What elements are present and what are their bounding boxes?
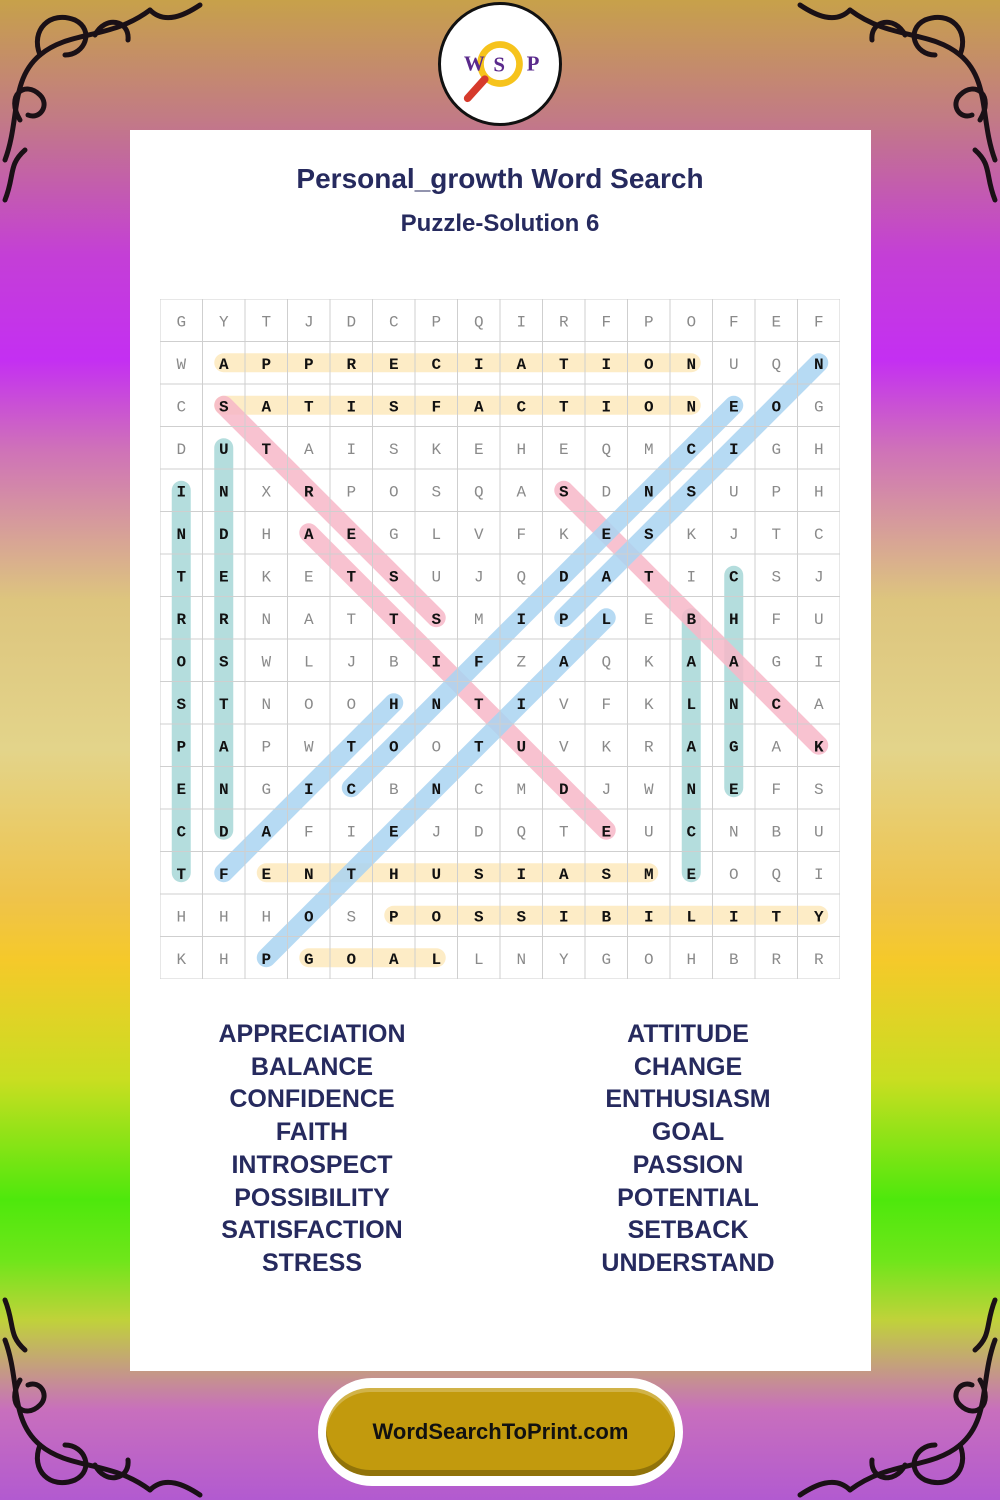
grid-letter: A	[516, 355, 527, 374]
grid-letter: T	[176, 865, 187, 884]
grid-letter: I	[813, 653, 824, 672]
grid-letter: U	[813, 823, 824, 842]
grid-letter: T	[261, 440, 272, 459]
page-title: Personal_growth Word Search	[296, 163, 704, 194]
word-list-item: INTROSPECT	[231, 1150, 393, 1179]
grid-letter: A	[813, 695, 824, 714]
grid-letter: D	[218, 525, 229, 544]
grid-letter: A	[686, 738, 697, 757]
grid-letter: T	[346, 568, 357, 587]
grid-letter: G	[771, 653, 782, 672]
grid-letter: E	[728, 780, 739, 799]
grid-letter: W	[643, 780, 654, 799]
grid-letter: H	[388, 865, 399, 884]
grid-letter: H	[176, 908, 187, 927]
grid-letter: U	[728, 355, 739, 374]
grid-letter: F	[813, 313, 824, 332]
grid-letter: J	[346, 653, 357, 672]
grid-letter: O	[728, 865, 739, 884]
grid-letter: I	[473, 355, 484, 374]
grid-letter: H	[813, 440, 824, 459]
grid-letter: P	[346, 483, 357, 502]
grid-letter: V	[558, 738, 569, 757]
grid-letter: H	[813, 483, 824, 502]
grid-letter: I	[728, 908, 739, 927]
grid-letter: E	[601, 823, 612, 842]
grid-letter: Q	[601, 440, 612, 459]
grid-letter: C	[388, 313, 399, 332]
grid-letter: I	[516, 695, 527, 714]
grid-letter: A	[558, 865, 569, 884]
grid-letter: P	[261, 950, 272, 969]
grid-letter: S	[516, 908, 527, 927]
grid-letter: I	[516, 865, 527, 884]
grid-letter: R	[176, 610, 187, 629]
grid-letter: W	[303, 738, 314, 757]
grid-letter: Q	[473, 483, 484, 502]
grid-letter: T	[346, 865, 357, 884]
grid-letter: P	[303, 355, 314, 374]
grid-letter: N	[261, 610, 272, 629]
grid-letter: U	[516, 738, 527, 757]
word-list-item: POTENTIAL	[617, 1183, 759, 1212]
grid-letter: V	[473, 525, 484, 544]
grid-letter: I	[516, 610, 527, 629]
grid-letter: H	[261, 908, 272, 927]
grid-letter: V	[558, 695, 569, 714]
grid-letter: U	[431, 865, 442, 884]
grid-letter: L	[686, 695, 697, 714]
grid-letter: D	[558, 568, 569, 587]
grid-letter: F	[728, 313, 739, 332]
grid-letter: A	[303, 610, 314, 629]
grid-letter: G	[813, 398, 824, 417]
magnifier-handle-icon	[468, 79, 485, 98]
grid-letter: N	[218, 483, 229, 502]
grid-canvas	[160, 299, 840, 979]
grid-letter: D	[558, 780, 569, 799]
grid-letter: T	[473, 695, 484, 714]
grid-letter: F	[303, 823, 314, 842]
grid-letter: S	[473, 908, 484, 927]
grid-letter: K	[431, 440, 442, 459]
grid-letter: G	[388, 525, 399, 544]
grid-letter: F	[431, 398, 442, 417]
grid-letter: E	[558, 440, 569, 459]
grid-letter: A	[473, 398, 484, 417]
grid-letter: H	[728, 610, 739, 629]
grid-letter: D	[346, 313, 357, 332]
grid-letter: X	[261, 483, 272, 502]
grid-letter: D	[601, 483, 612, 502]
grid-letter: H	[218, 908, 229, 927]
grid-letter: I	[558, 908, 569, 927]
grid-letter: F	[771, 780, 782, 799]
grid-letter: F	[516, 525, 527, 544]
grid-letter: K	[176, 950, 187, 969]
grid-letter: N	[686, 355, 697, 374]
grid-letter: R	[643, 738, 654, 757]
grid-letter: F	[601, 313, 612, 332]
grid-letter: C	[686, 823, 697, 842]
logo-letter-p: P	[526, 51, 540, 76]
word-list-item: FAITH	[275, 1118, 349, 1147]
grid-letter: C	[431, 355, 442, 374]
grid-letter: S	[218, 398, 229, 417]
word-list-item: UNDERSTAND	[601, 1248, 775, 1277]
grid-letter: E	[303, 568, 314, 587]
grid-letter: K	[558, 525, 569, 544]
grid-letter: W	[176, 355, 187, 374]
grid-letter: N	[176, 525, 187, 544]
grid-letter: S	[346, 908, 357, 927]
grid-letter: K	[643, 695, 654, 714]
grid-letter: E	[388, 355, 399, 374]
grid-letter: I	[728, 440, 739, 459]
grid-letter: S	[388, 440, 399, 459]
grid-letter: K	[686, 525, 697, 544]
grid-letter: A	[303, 525, 314, 544]
grid-letter: O	[346, 950, 357, 969]
grid-letter: N	[261, 695, 272, 714]
grid-letter: Y	[558, 950, 569, 969]
grid-letter: D	[473, 823, 484, 842]
grid-letter: T	[261, 313, 272, 332]
grid-letter: C	[771, 695, 782, 714]
grid-letter: A	[261, 398, 272, 417]
grid-letter: E	[388, 823, 399, 842]
grid-letter: M	[643, 440, 654, 459]
grid-letter: N	[218, 780, 229, 799]
grid-letter: E	[261, 865, 272, 884]
grid-letter: U	[813, 610, 824, 629]
grid-letter: E	[728, 398, 739, 417]
grid-letter: Y	[813, 908, 824, 927]
grid-letter: P	[558, 610, 569, 629]
grid-letter: G	[771, 440, 782, 459]
grid-letter: Z	[516, 653, 527, 672]
grid-letter: Q	[771, 865, 782, 884]
word-list-item: SETBACK	[627, 1216, 749, 1245]
grid-letter: M	[643, 865, 654, 884]
grid-letter: L	[431, 950, 442, 969]
grid-letter: F	[601, 695, 612, 714]
grid-letter: D	[176, 440, 187, 459]
grid-letter: Y	[218, 313, 229, 332]
grid-letter: F	[771, 610, 782, 629]
grid-letter: I	[431, 653, 442, 672]
grid-letter: B	[686, 610, 697, 629]
grid-letter: I	[516, 313, 527, 332]
grid-letter: N	[431, 695, 442, 714]
grid-letter: S	[601, 865, 612, 884]
grid-letter: E	[176, 780, 187, 799]
grid-letter: C	[176, 823, 187, 842]
grid-letter: L	[431, 525, 442, 544]
grid-letter: L	[473, 950, 484, 969]
grid-letter: T	[346, 610, 357, 629]
word-list-item: CONFIDENCE	[229, 1085, 395, 1114]
wsp-logo	[438, 2, 562, 126]
grid-letter: T	[388, 610, 399, 629]
grid-letter: N	[303, 865, 314, 884]
word-list-right	[523, 1018, 853, 1280]
grid-letter: K	[261, 568, 272, 587]
grid-letter: O	[431, 908, 442, 927]
grid-letter: H	[388, 695, 399, 714]
grid-letter: K	[643, 653, 654, 672]
grid-letter: R	[771, 950, 782, 969]
grid-letter: O	[176, 653, 187, 672]
grid-letter: P	[261, 738, 272, 757]
grid-letter: O	[643, 398, 654, 417]
word-search-grid	[160, 299, 840, 979]
grid-letter: R	[813, 950, 824, 969]
grid-letter: S	[686, 483, 697, 502]
grid-letter: P	[176, 738, 187, 757]
grid-letter: C	[686, 440, 697, 459]
grid-letter: T	[558, 398, 569, 417]
grid-letter: T	[771, 525, 782, 544]
grid-letter: A	[601, 568, 612, 587]
grid-letter: S	[388, 398, 399, 417]
grid-letter: Q	[516, 568, 527, 587]
grid-letter: F	[218, 865, 229, 884]
grid-letter: B	[388, 653, 399, 672]
grid-letter: W	[261, 653, 272, 672]
grid-letter: S	[473, 865, 484, 884]
grid-letter: F	[473, 653, 484, 672]
grid-letter: J	[303, 313, 314, 332]
grid-letter: G	[176, 313, 187, 332]
grid-letter: J	[431, 823, 442, 842]
grid-letter: U	[431, 568, 442, 587]
grid-letter: Q	[473, 313, 484, 332]
word-list-item: ATTITUDE	[627, 1020, 749, 1048]
grid-letter: Q	[516, 823, 527, 842]
grid-letter: T	[558, 355, 569, 374]
word-list-item: APPRECIATION	[218, 1020, 406, 1048]
grid-letter: R	[218, 610, 229, 629]
grid-letter: Q	[771, 355, 782, 374]
grid-letter: L	[303, 653, 314, 672]
grid-letter: I	[346, 398, 357, 417]
word-list-item: SATISFACTION	[221, 1216, 403, 1245]
grid-letter: S	[388, 568, 399, 587]
grid-letter: P	[431, 313, 442, 332]
grid-letter: I	[176, 483, 187, 502]
grid-letter: R	[346, 355, 357, 374]
grid-letter: T	[218, 695, 229, 714]
grid-letter: A	[218, 738, 229, 757]
grid-letter: S	[176, 695, 187, 714]
grid-letter: O	[643, 355, 654, 374]
grid-letter: N	[516, 950, 527, 969]
grid-letter: I	[813, 865, 824, 884]
grid-letter: E	[346, 525, 357, 544]
grid-letter: P	[388, 908, 399, 927]
grid-letter: M	[473, 610, 484, 629]
grid-letter: C	[516, 398, 527, 417]
grid-letter: A	[388, 950, 399, 969]
word-list-left	[147, 1018, 477, 1280]
grid-letter: U	[643, 823, 654, 842]
grid-letter: T	[346, 738, 357, 757]
grid-letter: A	[558, 653, 569, 672]
grid-letter: S	[218, 653, 229, 672]
grid-letter: S	[558, 483, 569, 502]
grid-letter: A	[303, 440, 314, 459]
grid-letter: J	[473, 568, 484, 587]
grid-letter: C	[176, 398, 187, 417]
grid-letter: T	[303, 398, 314, 417]
grid-letter: H	[516, 440, 527, 459]
grid-letter: H	[686, 950, 697, 969]
grid-letter: A	[516, 483, 527, 502]
grid-letter: O	[346, 695, 357, 714]
grid-letter: Q	[601, 653, 612, 672]
grid-letter: S	[771, 568, 782, 587]
grid-letter: A	[728, 653, 739, 672]
grid-letter: O	[388, 738, 399, 757]
grid-letter: G	[728, 738, 739, 757]
grid-letter: O	[303, 695, 314, 714]
grid-letter: U	[728, 483, 739, 502]
grid-letter: A	[218, 355, 229, 374]
grid-letter: N	[431, 780, 442, 799]
grid-letter: K	[601, 738, 612, 757]
grid-letter: I	[601, 355, 612, 374]
footer-badge	[318, 1378, 683, 1486]
grid-letter: N	[686, 780, 697, 799]
grid-letter: B	[601, 908, 612, 927]
grid-letter: N	[728, 695, 739, 714]
grid-letter: K	[813, 738, 824, 757]
grid-letter: B	[771, 823, 782, 842]
grid-letter: O	[771, 398, 782, 417]
word-list-item: BALANCE	[250, 1052, 374, 1081]
grid-letter: R	[558, 313, 569, 332]
grid-letter: C	[813, 525, 824, 544]
grid-letter: T	[176, 568, 187, 587]
grid-letter: I	[601, 398, 612, 417]
grid-letter: C	[473, 780, 484, 799]
grid-letter: N	[686, 398, 697, 417]
grid-letter: T	[558, 823, 569, 842]
grid-letter: U	[218, 440, 229, 459]
grid-letter: I	[346, 823, 357, 842]
grid-letter: S	[431, 610, 442, 629]
grid-letter: E	[771, 313, 782, 332]
grid-letter: D	[218, 823, 229, 842]
grid-letter: B	[388, 780, 399, 799]
grid-letter: R	[303, 483, 314, 502]
grid-letter: S	[813, 780, 824, 799]
grid-letter: L	[601, 610, 612, 629]
grid-letter: S	[431, 483, 442, 502]
grid-letter: J	[601, 780, 612, 799]
word-list-item: POSSIBILITY	[234, 1183, 390, 1212]
word-list-item: CHANGE	[633, 1052, 743, 1081]
grid-letter: E	[473, 440, 484, 459]
grid-letter: P	[643, 313, 654, 332]
grid-letter: T	[771, 908, 782, 927]
word-list-item: ENTHUSIASM	[605, 1085, 771, 1114]
grid-letter: O	[643, 950, 654, 969]
grid-letter: O	[388, 483, 399, 502]
word-list-item: STRESS	[261, 1248, 363, 1277]
logo-letter-w: W	[463, 51, 485, 76]
grid-letter: N	[728, 823, 739, 842]
grid-letter: I	[303, 780, 314, 799]
grid-letter: J	[813, 568, 824, 587]
grid-letter: I	[643, 908, 654, 927]
grid-letter: H	[261, 525, 272, 544]
grid-letter: G	[303, 950, 314, 969]
grid-letter: O	[431, 738, 442, 757]
grid-letter: A	[261, 823, 272, 842]
site-link[interactable]	[326, 1388, 675, 1476]
grid-letter: M	[516, 780, 527, 799]
grid-letter: T	[473, 738, 484, 757]
grid-letter: G	[601, 950, 612, 969]
word-list-item: PASSION	[632, 1150, 744, 1179]
word-list-item: GOAL	[651, 1118, 725, 1147]
grid-letter: L	[686, 908, 697, 927]
grid-letter: A	[686, 653, 697, 672]
grid-letter: I	[686, 568, 697, 587]
grid-letter: N	[643, 483, 654, 502]
grid-letter: N	[813, 355, 824, 374]
grid-letter: E	[686, 865, 697, 884]
grid-letter: P	[261, 355, 272, 374]
grid-letter: E	[601, 525, 612, 544]
grid-letter: O	[686, 313, 697, 332]
page-subtitle: Puzzle-Solution 6	[400, 210, 600, 237]
grid-letter: S	[643, 525, 654, 544]
logo-letter-s: S	[493, 52, 505, 77]
grid-letter: T	[643, 568, 654, 587]
grid-letter: O	[303, 908, 314, 927]
grid-letter: A	[771, 738, 782, 757]
grid-letter: E	[218, 568, 229, 587]
grid-letter: B	[728, 950, 739, 969]
grid-letter: P	[771, 483, 782, 502]
grid-letter: H	[218, 950, 229, 969]
site-name: WordSearchToPrint.com	[372, 1419, 629, 1444]
grid-letter: C	[346, 780, 357, 799]
grid-letter: E	[643, 610, 654, 629]
grid-letter: I	[346, 440, 357, 459]
grid-letter: J	[728, 525, 739, 544]
grid-letter: C	[728, 568, 739, 587]
grid-letter: G	[261, 780, 272, 799]
